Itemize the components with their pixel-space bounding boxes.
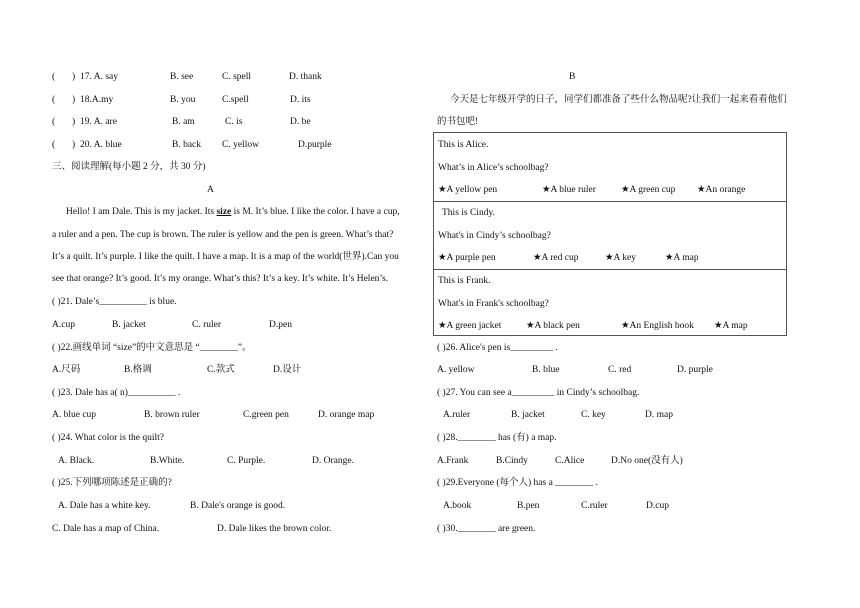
- q20-paren: (: [52, 140, 56, 150]
- q23-stem: ( )23. Dale has a( n)__________ .: [52, 388, 181, 398]
- passage-a-label: A: [207, 185, 214, 195]
- cindy-item-2: ★A red cup: [533, 253, 579, 263]
- q23-option-b[interactable]: B. brown ruler: [144, 410, 200, 420]
- q25-option-b[interactable]: B. Dale's orange is good.: [190, 501, 286, 511]
- cindy-item-1: ★A purple pen: [438, 253, 496, 263]
- cindy-item-4: ★A map: [665, 253, 699, 263]
- q26-stem: ( )26. Alice's pen is_________ .: [437, 343, 558, 353]
- frank-item-4: ★A map: [714, 321, 748, 331]
- q22-option-b[interactable]: B.格调: [124, 365, 152, 375]
- q19-option-d[interactable]: D. be: [290, 117, 311, 127]
- passage-b-label: B: [569, 72, 576, 82]
- q22-option-c[interactable]: C.款式: [207, 365, 235, 375]
- passage-b-intro-line-2: 的书包吧!: [437, 117, 479, 127]
- q24-option-d[interactable]: D. Orange.: [312, 456, 354, 466]
- q28-option-c[interactable]: C.Alice: [555, 456, 585, 466]
- q18-option-b[interactable]: B. you: [170, 95, 196, 105]
- q17-stem: 17. A. say: [80, 72, 118, 82]
- q24-option-b[interactable]: B.White.: [150, 456, 185, 466]
- row-divider: [434, 269, 786, 270]
- q30-stem: ( )30.________ are green.: [437, 524, 536, 534]
- q17-paren: (: [52, 72, 56, 82]
- alice-item-1: ★A yellow pen: [438, 185, 498, 195]
- q25-option-c[interactable]: C. Dale has a map of China.: [52, 524, 160, 534]
- q28-option-d[interactable]: D.No one(没有人): [611, 456, 683, 466]
- q29-option-a[interactable]: A.book: [443, 501, 472, 511]
- passage-a-line-1: Hello! I am Dale. This is my jacket. Its size is M. It’s blue. I like the color. I have a cup,: [66, 207, 400, 217]
- q21-stem: ( )21. Dale’s__________ is blue.: [52, 297, 177, 307]
- row-divider: [434, 201, 786, 202]
- q21-option-a[interactable]: A.cup: [52, 320, 75, 330]
- q17-close-paren: ): [72, 72, 76, 82]
- alice-question: What’s in Alice’s schoolbag?: [438, 163, 549, 173]
- q26-option-a[interactable]: A. yellow: [437, 365, 475, 375]
- alice-item-4: ★An orange: [697, 185, 746, 195]
- q18-stem: 18.A.my: [80, 95, 114, 105]
- q18-close-paren: ): [72, 95, 76, 105]
- q20-close-paren: ): [72, 140, 76, 150]
- underlined-word-size: size: [216, 207, 232, 217]
- frank-question: What's in Frank's schoolbag?: [438, 299, 549, 309]
- passage-b-intro-line-1: 今天是七年级开学的日子，同学们都准备了些什么物品呢?让我们一起来看看他们: [450, 95, 787, 105]
- q29-option-b[interactable]: B.pen: [517, 501, 540, 511]
- q19-close-paren: ): [72, 117, 76, 127]
- q28-stem: ( )28.________ has (有) a map.: [437, 433, 557, 443]
- passage-a-line-4: see that orange? It’s good. It’s my orange. What’s this? It’s a key. It’s white. It’s Helen’s.: [52, 274, 389, 284]
- q23-option-d[interactable]: D. orange map: [318, 410, 375, 420]
- q18-paren: (: [52, 95, 56, 105]
- alice-item-3: ★A green cup: [621, 185, 676, 195]
- q22-stem: ( )22.画线单词 “size”的中文意思是 “________”。: [52, 343, 252, 353]
- q25-stem: ( )25.下列哪项陈述是正确的?: [52, 478, 172, 488]
- q20-stem: 20. A. blue: [80, 140, 122, 150]
- q27-option-d[interactable]: D. map: [645, 410, 673, 420]
- q25-option-d[interactable]: D. Dale likes the brown color.: [217, 524, 332, 534]
- schoolbag-table: [433, 132, 787, 336]
- q24-option-a[interactable]: A. Black.: [58, 456, 95, 466]
- q18-option-d[interactable]: D. its: [290, 95, 311, 105]
- frank-intro: This is Frank.: [438, 276, 491, 286]
- frank-item-3: ★An English book: [621, 321, 694, 331]
- q27-option-c[interactable]: C. key: [581, 410, 606, 420]
- frank-item-2: ★A black pen: [526, 321, 580, 331]
- q24-option-c[interactable]: C. Purple.: [227, 456, 266, 466]
- q20-option-c[interactable]: C. yellow: [222, 140, 259, 150]
- q19-option-b[interactable]: B. am: [172, 117, 195, 127]
- q26-option-c[interactable]: C. red: [608, 365, 632, 375]
- passage-a-line-2: a ruler and a pen. The cup is brown. The ruler is yellow and the pen is green. What’s that?: [52, 230, 394, 240]
- q19-paren: (: [52, 117, 56, 127]
- q26-option-d[interactable]: D. purple: [677, 365, 713, 375]
- q22-option-d[interactable]: D.设计: [273, 365, 302, 375]
- cindy-item-3: ★A key: [605, 253, 636, 263]
- q24-stem: ( )24. What color is the quilt?: [52, 433, 164, 443]
- q29-option-d[interactable]: D.cup: [646, 501, 669, 511]
- q27-stem: ( )27. You can see a_________ in Cindy’s schoolbag.: [437, 388, 640, 398]
- q21-option-b[interactable]: B. jacket: [112, 320, 146, 330]
- q27-option-b[interactable]: B. jacket: [511, 410, 545, 420]
- alice-intro: This is Alice.: [438, 140, 489, 150]
- q17-option-d[interactable]: D. thank: [289, 72, 322, 82]
- q17-option-b[interactable]: B. see: [170, 72, 194, 82]
- q19-option-c[interactable]: C. is: [225, 117, 243, 127]
- cindy-intro: This is Cindy.: [442, 208, 495, 218]
- q29-option-c[interactable]: C.ruler: [581, 501, 608, 511]
- q23-option-a[interactable]: A. blue cup: [52, 410, 97, 420]
- q25-option-a[interactable]: A. Dale has a white key.: [58, 501, 151, 511]
- q28-option-a[interactable]: A.Frank: [437, 456, 469, 466]
- q19-stem: 19. A. are: [80, 117, 117, 127]
- q29-stem: ( )29.Everyone (每个人) has a ________ .: [437, 478, 598, 488]
- q20-option-b[interactable]: B. back: [172, 140, 202, 150]
- q26-option-b[interactable]: B. blue: [532, 365, 560, 375]
- q23-option-c[interactable]: C.green pen: [243, 410, 289, 420]
- alice-item-2: ★A blue ruler: [542, 185, 596, 195]
- frank-item-1: ★A green jacket: [438, 321, 502, 331]
- q21-option-c[interactable]: C. ruler: [192, 320, 222, 330]
- q18-option-c[interactable]: C.spell: [222, 95, 249, 105]
- section-title: 三、阅读理解(每小题 2 分，共 30 分): [52, 162, 206, 172]
- q28-option-b[interactable]: B.Cindy: [496, 456, 528, 466]
- q17-option-c[interactable]: C. spell: [222, 72, 252, 82]
- q22-option-a[interactable]: A.尺码: [52, 365, 81, 375]
- passage-a-line-3: It’s a quilt. It’s purple. I like the quilt. I have a map. It is a map of the world(世界).Can you: [52, 252, 399, 262]
- q27-option-a[interactable]: A.ruler: [443, 410, 471, 420]
- q20-option-d[interactable]: D.purple: [298, 140, 332, 150]
- cindy-question: What's in Cindy’s schoolbag?: [438, 231, 551, 241]
- q21-option-d[interactable]: D.pen: [269, 320, 292, 330]
